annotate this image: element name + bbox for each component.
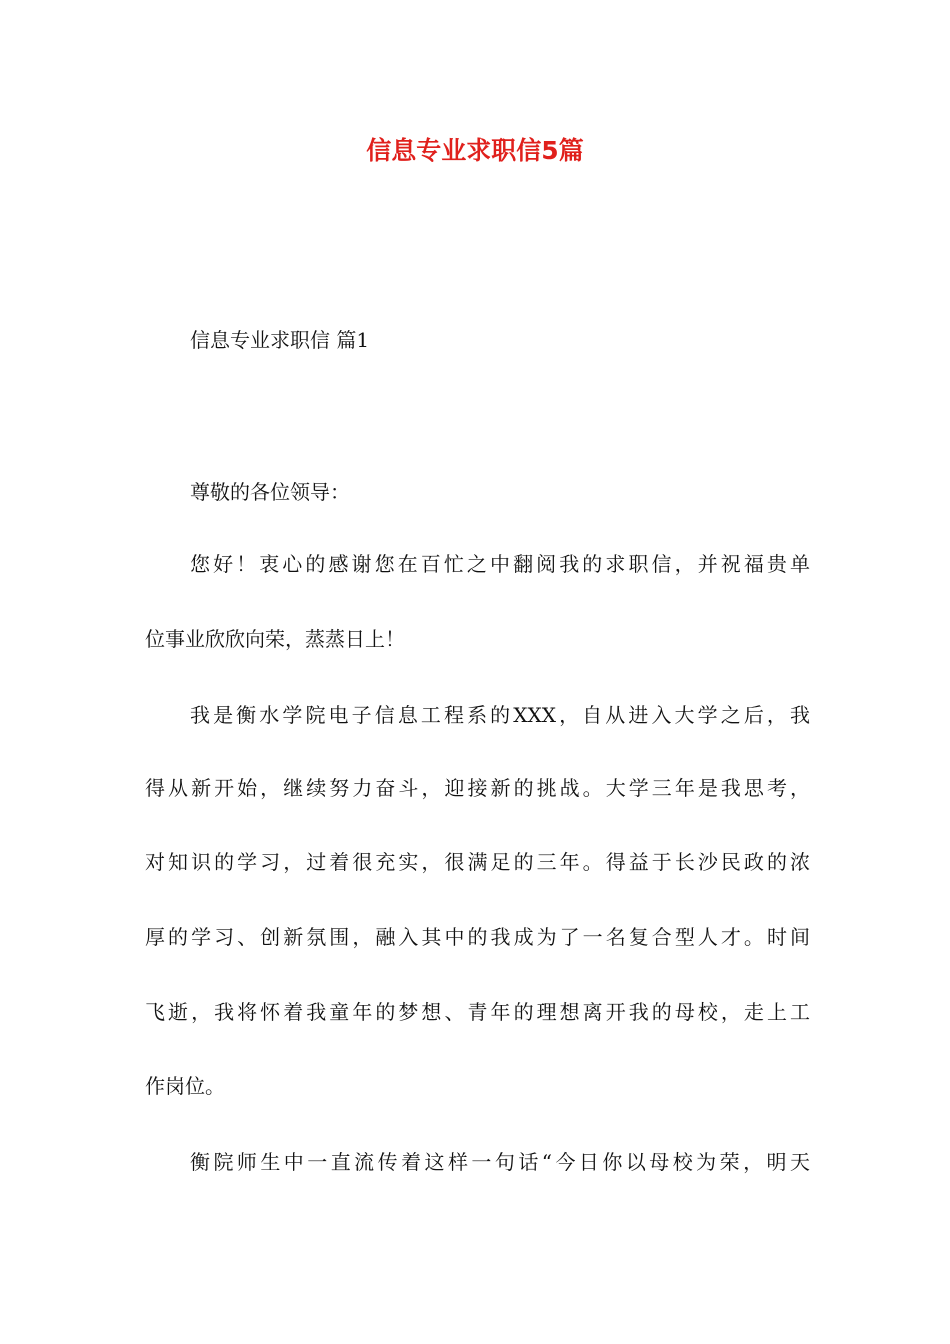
paragraph-line: 位事业欣欣向荣，蒸蒸日上！ <box>145 627 405 651</box>
paragraph-line: 厚的学习、创新氛围，融入其中的我成为了一名复合型人才。时间 <box>145 925 810 949</box>
paragraph-line: 衡院师生中一直流传着这样一句话“今日你以母校为荣，明天 <box>190 1150 810 1174</box>
paragraph-line: 对知识的学习，过着很充实，很满足的三年。得益于长沙民政的浓 <box>145 850 810 874</box>
salutation: 尊敬的各位领导： <box>190 480 350 504</box>
paragraph-line: 飞逝，我将怀着我童年的梦想、青年的理想离开我的母校，走上工 <box>145 1000 810 1024</box>
paragraph-line: 作岗位。 <box>145 1074 225 1098</box>
paragraph-line: 您好！衷心的感谢您在百忙之中翻阅我的求职信，并祝福贵单 <box>190 552 810 576</box>
section-heading: 信息专业求职信 篇1 <box>190 328 370 352</box>
paragraph-line: 得从新开始，继续努力奋斗，迎接新的挑战。大学三年是我思考， <box>145 776 810 800</box>
document-title: 信息专业求职信5篇 <box>366 136 584 165</box>
paragraph-line: 我是衡水学院电子信息工程系的XXX，自从进入大学之后，我 <box>190 703 810 727</box>
